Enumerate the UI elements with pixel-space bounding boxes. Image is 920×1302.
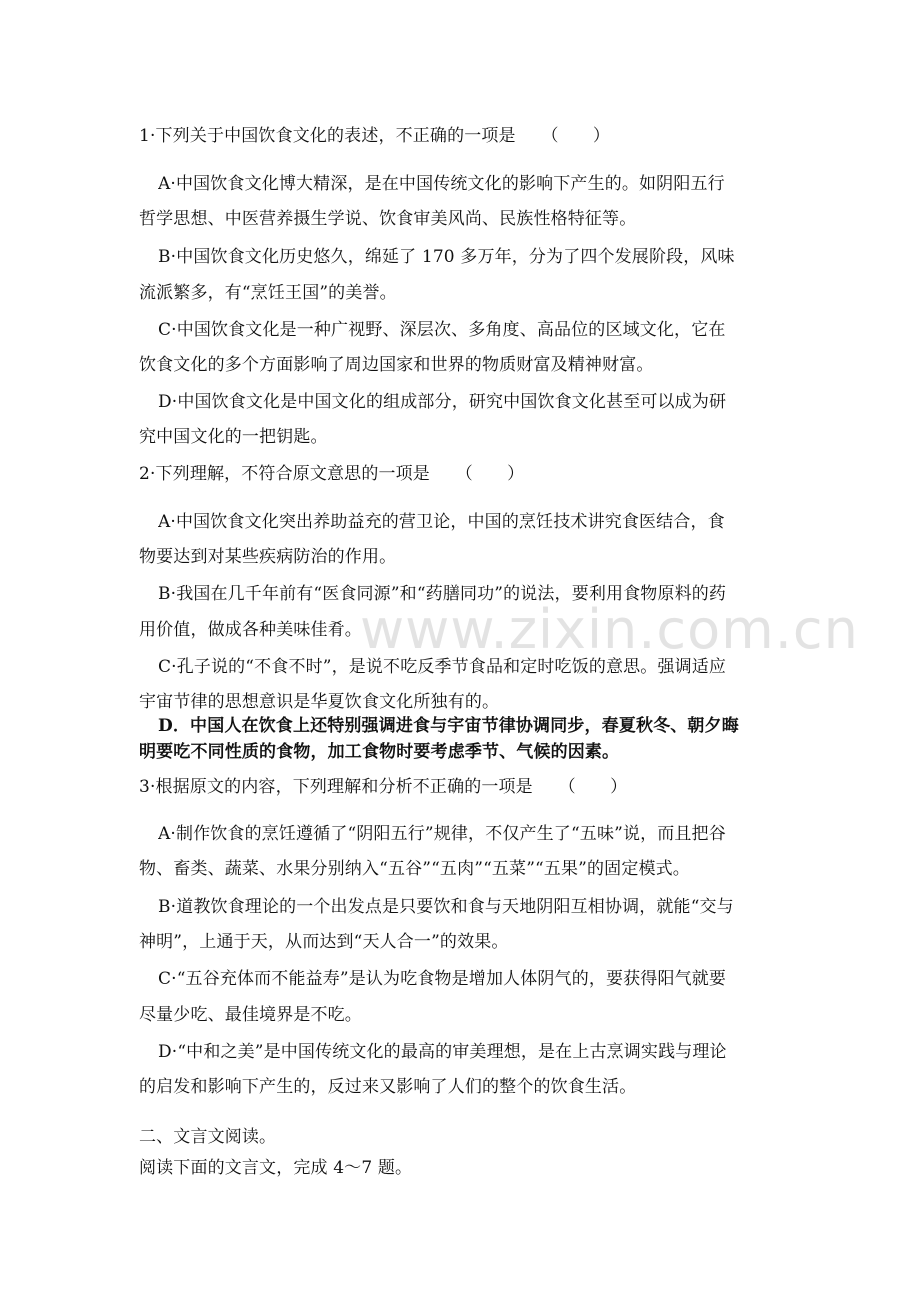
question-2-option-d: D．中国人在饮食上还特别强调进食与宇宙节律协调同步，春夏秋冬、朝夕晦 [158, 716, 739, 736]
question-1-option-a: A·中国饮食文化博大精深，是在中国传统文化的影响下产生的。如阴阳五行 [158, 174, 725, 194]
question-3-option-a: A·制作饮食的烹饪遵循了“阴阳五行”规律，不仅产生了“五味”说，而且把谷 [158, 824, 726, 844]
question-3-option-b-cont: 神明”，上通于天，从而达到“天人合一”的效果。 [139, 932, 509, 952]
question-3-option-c: C·“五谷充体而不能益寿”是认为吃食物是增加人体阴气的，要获得阳气就要 [158, 969, 727, 989]
question-3-option-c-cont: 尽量少吃、最佳境界是不吃。 [139, 1005, 362, 1025]
question-3-option-a-cont: 物、畜类、蔬菜、水果分别纳入“五谷”“五肉”“五菜”“五果”的固定模式。 [139, 859, 690, 879]
question-1-option-a-cont: 哲学思想、中医营养摄生学说、饮食审美风尚、民族性格特征等。 [139, 209, 637, 229]
watermark: www.zixin.com.cn [360, 598, 859, 661]
section-heading: 二、文言文阅读。 [139, 1127, 277, 1147]
question-1-option-b: B·中国饮食文化历史悠久，绵延了 170 多万年，分为了四个发展阶段，风味 [158, 247, 735, 267]
question-3-stem: 3·根据原文的内容，下列理解和分析不正确的一项是 （ ） [139, 777, 628, 797]
question-2-option-d-cont: 明要吃不同性质的食物，加工食物时要考虑季节、气候的因素。 [139, 742, 620, 762]
question-2-stem: 2·下列理解，不符合原文意思的一项是 （ ） [139, 464, 525, 484]
question-1-option-d-cont: 究中国文化的一把钥匙。 [139, 427, 328, 447]
question-3-option-d: D·“中和之美”是中国传统文化的最高的审美理想，是在上古烹调实践与理论 [158, 1042, 727, 1062]
question-1-option-c: C·中国饮食文化是一种广视野、深层次、多角度、高品位的区域文化，它在 [158, 320, 726, 340]
question-3-option-d-cont: 的启发和影响下产生的，反过来又影响了人们的整个的饮食生活。 [139, 1077, 637, 1097]
question-1-option-b-cont: 流派繁多，有“烹饪王国”的美誉。 [139, 283, 397, 303]
section-instruction: 阅读下面的文言文，完成 4～7 题。 [139, 1158, 413, 1178]
question-1-option-c-cont: 饮食文化的多个方面影响了周边国家和世界的物质财富及精神财富。 [139, 355, 654, 375]
question-2-option-c: C·孔子说的“不食不时”，是说不吃反季节食品和定时吃饭的意思。强调适应 [158, 657, 727, 677]
question-1-option-d: D·中国饮食文化是中国文化的组成部分，研究中国饮食文化甚至可以成为研 [158, 392, 727, 412]
question-2-option-a: A·中国饮食文化突出养助益充的营卫论，中国的烹饪技术讲究食医结合，食 [158, 512, 725, 532]
question-2-option-a-cont: 物要达到对某些疾病防治的作用。 [139, 547, 397, 567]
question-2-option-b: B·我国在几千年前有“医食同源”和“药膳同功”的说法，要利用食物原料的药 [158, 584, 727, 604]
question-3-option-b: B·道教饮食理论的一个出发点是只要饮和食与天地阴阳互相协调，就能“交与 [158, 897, 734, 917]
question-1-stem: 1·下列关于中国饮食文化的表述，不正确的一项是 （ ） [139, 126, 611, 146]
question-2-option-c-cont: 宇宙节律的思想意识是华夏饮食文化所独有的。 [139, 692, 500, 712]
question-2-option-b-cont: 用价值，做成各种美味佳肴。 [139, 620, 362, 640]
